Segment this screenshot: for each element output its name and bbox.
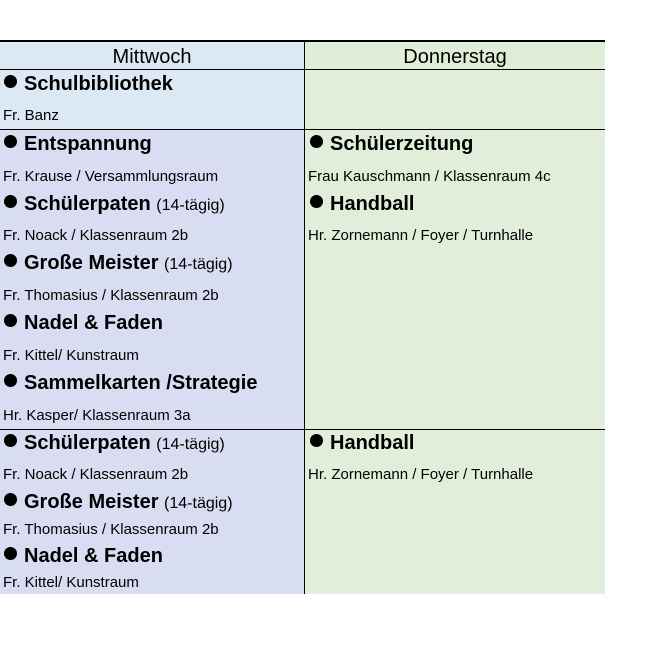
bullet-icon: [4, 374, 17, 387]
activity-title: Schülerpaten (14-tägig): [4, 193, 225, 216]
activity-teacher-room: Fr. Kittel/ Kunstraum: [3, 347, 139, 364]
activity-title: Nadel & Faden: [4, 312, 163, 335]
bullet-icon: [310, 195, 323, 208]
bullet-icon: [4, 314, 17, 327]
mittwoch-block-1: [0, 70, 305, 130]
activity-teacher-room: Hr. Zornemann / Foyer / Turnhalle: [308, 227, 534, 244]
donnerstag-block-1: [305, 70, 605, 130]
activity-title: Schülerpaten (14-tägig): [4, 432, 225, 455]
donnerstag-block-2: [305, 130, 605, 430]
bullet-icon: [4, 75, 17, 88]
activity-title: Sammelkarten /Strategie: [4, 372, 257, 395]
activity-teacher-room: Frau Kauschmann / Klassenraum 4c: [308, 168, 551, 185]
activity-title: Entspannung: [4, 133, 152, 156]
activity-teacher-room: Fr. Thomasius / Klassenraum 2b: [3, 287, 219, 304]
bullet-icon: [4, 254, 17, 267]
activity-title: Schulbibliothek: [4, 73, 173, 96]
bullet-icon: [4, 547, 17, 560]
activity-title: Handball: [310, 193, 414, 216]
activity-teacher-room: Hr. Kasper/ Klassenraum 3a: [3, 407, 191, 424]
activity-teacher-room: Fr. Noack / Klassenraum 2b: [3, 227, 189, 244]
mittwoch-block-3: [0, 430, 305, 594]
activity-title: Nadel & Faden: [4, 545, 163, 568]
bullet-icon: [4, 434, 17, 447]
bullet-icon: [310, 135, 323, 148]
bullet-icon: [4, 493, 17, 506]
activity-title: Große Meister (14-tägig): [4, 491, 233, 514]
activity-title: Schülerzeitung: [310, 133, 473, 156]
activity-teacher-room: Fr. Kittel/ Kunstraum: [3, 574, 139, 591]
bullet-icon: [4, 135, 17, 148]
donnerstag-block-3: [305, 430, 605, 594]
activity-title: Große Meister (14-tägig): [4, 252, 233, 275]
header-donnerstag: Donnerstag: [305, 40, 605, 70]
mittwoch-block-2: [0, 130, 305, 430]
activity-title: Handball: [310, 432, 414, 455]
schedule-table: [0, 40, 605, 594]
activity-teacher-room: Fr. Krause / Versammlungsraum: [3, 168, 219, 185]
bullet-icon: [310, 434, 323, 447]
bullet-icon: [4, 195, 17, 208]
activity-teacher-room: Fr. Thomasius / Klassenraum 2b: [3, 521, 219, 538]
header-mittwoch: Mittwoch: [0, 40, 305, 70]
activity-teacher-room: Fr. Noack / Klassenraum 2b: [3, 466, 189, 483]
activity-teacher-room: Hr. Zornemann / Foyer / Turnhalle: [308, 466, 534, 483]
activity-teacher-room: Fr. Banz: [3, 107, 59, 124]
